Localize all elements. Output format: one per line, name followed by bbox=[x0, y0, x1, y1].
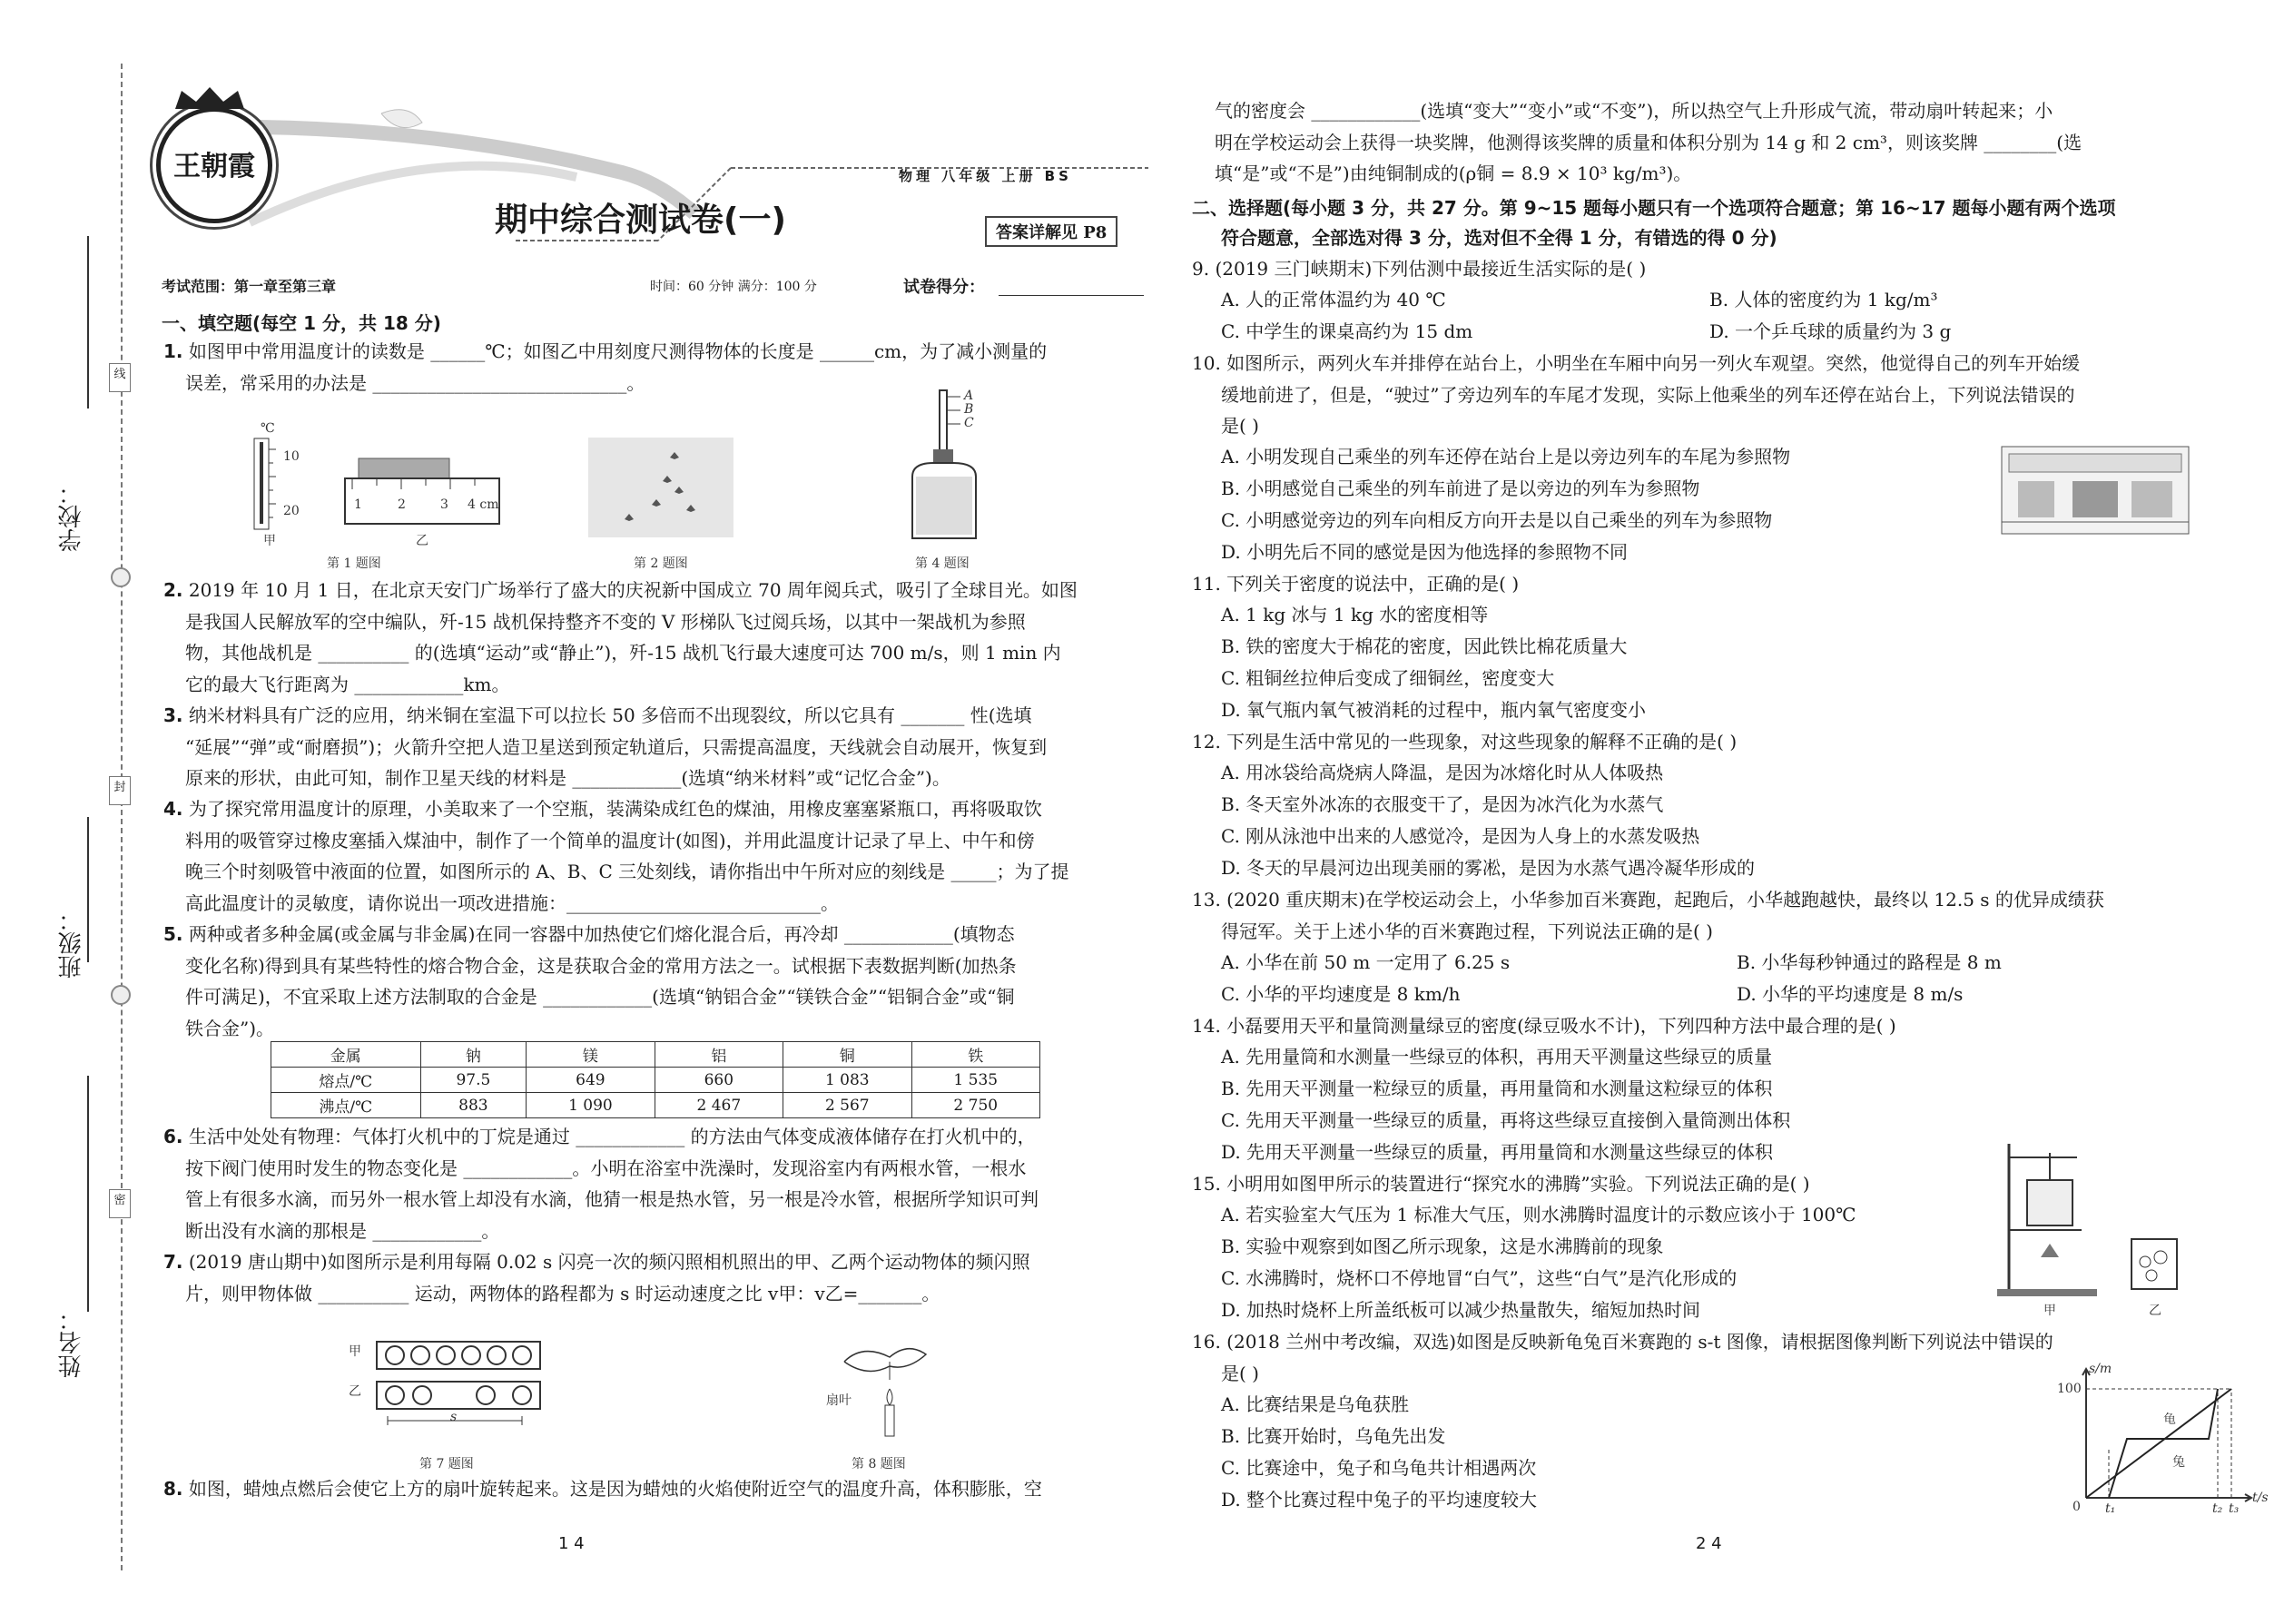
graph-t1: t₁ bbox=[2105, 1501, 2116, 1516]
option-15A[interactable]: A. 若实验室大气压为 1 标准大气压，则水沸腾时温度计的示数应该小于 100℃ bbox=[1221, 1204, 1856, 1225]
mark-A: A bbox=[964, 389, 974, 403]
option-15D[interactable]: D. 加热时烧杯上所盖纸板可以减少热量散失，缩短加热时间 bbox=[1221, 1299, 1701, 1321]
question-16-line1: 16. (2018 兰州中考改编，双选)如图是反映新龟兔百米赛跑的 s-t 图像，请根据图像判断下列说法中错误的 bbox=[1192, 1331, 2053, 1353]
table-cell: 1 535 bbox=[911, 1068, 1040, 1093]
option-15C[interactable]: C. 水沸腾时，烧杯口不停地冒“白气”，这些“白气”是汽化形成的 bbox=[1221, 1267, 1738, 1289]
question-14: 14. 小磊要用天平和量筒测量绿豆的密度(绿豆吸水不计)，下列四种方法中最合理的是( ) bbox=[1192, 1015, 1896, 1037]
table-cell: 铝 bbox=[655, 1042, 783, 1068]
question-13-line2: 得冠军。关于上述小华的百米赛跑过程，下列说法正确的是( ) bbox=[1221, 920, 1713, 942]
score-label: 试卷得分： bbox=[903, 278, 985, 297]
question-8-cont-line2: 明在学校运动会上获得一块奖牌，他测得该奖牌的质量和体积分别为 14 g 和 2 cm³，则该奖牌 ________(选 bbox=[1215, 131, 2082, 153]
answer-reference-badge: 答案详解见 P8 bbox=[985, 216, 1117, 247]
question-number: 5. bbox=[163, 923, 183, 945]
option-10B[interactable]: B. 小明感觉自己乘坐的列车前进了是以旁边的列车为参照物 bbox=[1221, 477, 1700, 499]
question-3-line2: “延展”“弹”或“耐磨损”)；火箭升空把人造卫星送到预定轨道后，只需提高温度，天线就会自动展开，恢复到 bbox=[185, 735, 1048, 758]
brand-logo-text: 王朝霞 bbox=[173, 151, 255, 182]
figure-4-bottle-thermometer bbox=[899, 386, 1008, 545]
figure-15-label-jia: 甲 bbox=[2043, 1304, 2056, 1318]
question-16 bbox=[1192, 1326, 2053, 1389]
question-5 bbox=[163, 919, 1017, 1044]
table-cell: 1 083 bbox=[783, 1068, 911, 1093]
figure-1-caption: 第 1 题图 bbox=[327, 556, 381, 571]
page-number-left: 1 4 bbox=[558, 1534, 585, 1553]
class-label: 班级： bbox=[58, 908, 85, 979]
graph-t2: t₂ bbox=[2212, 1501, 2223, 1516]
question-3-line1: 纳米材料具有广泛的应用，纳米铜在室温下可以拉长 50 多倍而不出现裂纹，所以它具有 _______ 性(选填 bbox=[188, 704, 1032, 726]
strobe-label-yi: 乙 bbox=[349, 1384, 361, 1399]
table-cell: 铜 bbox=[783, 1042, 911, 1068]
page-right bbox=[1147, 0, 2294, 1624]
section2-title bbox=[1192, 193, 2116, 253]
question-8 bbox=[163, 1473, 1042, 1505]
question-4 bbox=[163, 793, 1069, 919]
name-label: 姓名： bbox=[58, 1307, 85, 1378]
figure-15-label-yi: 乙 bbox=[2149, 1304, 2161, 1318]
thermometer-tick-20: 20 bbox=[283, 504, 300, 518]
option-12D[interactable]: D. 冬天的早晨河边出现美丽的雾凇，是因为水蒸气遇冷凝华形成的 bbox=[1221, 857, 1756, 879]
table-cell: 熔点/℃ bbox=[271, 1068, 421, 1093]
ruler-tick-2: 2 bbox=[398, 497, 406, 512]
question-1-line1: 如图甲中常用温度计的读数是 ______℃；如图乙中用刻度尺测得物体的长度是 ______cm，为了减小测量的 bbox=[188, 340, 1048, 362]
question-number: 4. bbox=[163, 798, 183, 820]
thermometer-unit: ℃ bbox=[261, 421, 275, 436]
option-10D[interactable]: D. 小明先后不同的感觉是因为他选择的参照物不同 bbox=[1221, 541, 1629, 563]
table-cell: 660 bbox=[655, 1068, 783, 1093]
option-12A[interactable]: A. 用冰袋给高烧病人降温，是因为冰熔化时从人体吸热 bbox=[1221, 762, 1664, 783]
figure-label-jia: 甲 bbox=[263, 534, 276, 548]
table-row bbox=[271, 1068, 1040, 1093]
figure-8-caption: 第 8 题图 bbox=[852, 1457, 906, 1471]
question-number: 8. bbox=[163, 1478, 183, 1500]
table-header-row bbox=[271, 1042, 1040, 1068]
table-row bbox=[271, 1093, 1040, 1118]
binding-hole-icon bbox=[111, 985, 131, 1005]
question-4-line3: 晚三个时刻吸管中液面的位置，如图所示的 A、B、C 三处刻线，请你指出中午所对应的刻线是 _____；为了提 bbox=[185, 861, 1069, 882]
question-number: 3. bbox=[163, 704, 183, 726]
table-cell: 沸点/℃ bbox=[271, 1093, 421, 1118]
option-13D[interactable]: D. 小华的平均速度是 8 m/s bbox=[1737, 983, 1964, 1005]
option-10C[interactable]: C. 小明感觉旁边的列车向相反方向开去是以自己乘坐的列车为参照物 bbox=[1221, 509, 1773, 531]
binding-mark-line: 线 bbox=[109, 363, 131, 392]
metal-data-table bbox=[271, 1041, 1040, 1118]
option-9D[interactable]: D. 一个乒乓球的质量约为 3 g bbox=[1709, 320, 1952, 342]
question-9: 9. (2019 三门峡期末)下列估测中最接近生活实际的是( ) bbox=[1192, 258, 1647, 280]
question-8-line1: 如图，蜡烛点燃后会使它上方的扇叶旋转起来。这是因为蜡烛的火焰使附近空气的温度升高，体积膨胀，空 bbox=[188, 1478, 1042, 1500]
figure-1-thermometer-ruler bbox=[245, 422, 517, 545]
page-number-right: 2 4 bbox=[1696, 1534, 1722, 1553]
figure-8-candle-fan bbox=[835, 1334, 944, 1443]
ruler-tick-3: 3 bbox=[440, 497, 448, 512]
binding-dash-line bbox=[121, 64, 123, 1570]
figure-2-jet-formation-photo bbox=[588, 438, 733, 537]
table-cell: 883 bbox=[420, 1093, 527, 1118]
exam-scope: 考试范围：第一章至第三章 bbox=[162, 278, 337, 295]
option-11C[interactable]: C. 粗铜丝拉伸后变成了细铜丝，密度变大 bbox=[1221, 667, 1555, 689]
page-title: 期中综合测试卷(一) bbox=[495, 202, 786, 239]
question-2-line2: 是我国人民解放军的空中编队，歼-15 战机保持整齐不变的 V 形梯队飞过阅兵场，以其中一架战机为参照 bbox=[185, 610, 1026, 633]
question-6-line4: 断出没有水滴的那根是 ____________。 bbox=[185, 1219, 500, 1242]
strobe-distance-s: s bbox=[450, 1410, 458, 1424]
graph-y100: 100 bbox=[2057, 1382, 2082, 1396]
table-cell: 2 567 bbox=[783, 1093, 911, 1118]
graph-rabbit-label: 兔 bbox=[2172, 1455, 2185, 1470]
question-16-line2: 是( ) bbox=[1221, 1362, 1259, 1384]
question-13 bbox=[1192, 884, 2104, 947]
option-9C[interactable]: C. 中学生的课桌高约为 15 dm bbox=[1221, 320, 1473, 342]
question-3-line3: 原来的形状，由此可知，制作卫星天线的材料是 ____________(选填“纳米材料”或“记忆合金”)。 bbox=[185, 767, 950, 789]
figure-2-caption: 第 2 题图 bbox=[634, 556, 688, 571]
question-5-line2: 变化名称)得到具有某些特性的熔合物合金，这是获取合金的常用方法之一。试根据下表数据判断(加热条 bbox=[185, 954, 1017, 977]
table-cell: 1 090 bbox=[527, 1093, 655, 1118]
question-2-line4: 它的最大飞行距离为 ____________km。 bbox=[185, 673, 510, 695]
graph-xlabel: t/s bbox=[2252, 1491, 2269, 1505]
school-underline bbox=[87, 236, 89, 408]
option-14B[interactable]: B. 先用天平测量一粒绿豆的质量，再用量筒和水测量这粒绿豆的体积 bbox=[1221, 1078, 1773, 1099]
question-6-line3: 管上有很多水滴，而另外一根水管上却没有水滴，他猜一根是热水管，另一根是冷水管，根据所学知识可判 bbox=[185, 1188, 1039, 1210]
question-8-cont-line1: 气的密度会 ____________(选填“变大”“变小”或“不变”)，所以热空气上升形成气流，带动扇叶转起来；小 bbox=[1215, 100, 2053, 122]
train-interior-illustration bbox=[2000, 445, 2191, 536]
graph-t3: t₃ bbox=[2229, 1501, 2240, 1516]
question-6-line1: 生活中处处有物理：气体打火机中的丁烷是通过 ____________ 的方法由气体变成液体储存在打火机中的， bbox=[188, 1126, 1036, 1147]
table-cell: 649 bbox=[527, 1068, 655, 1093]
table-cell: 2 467 bbox=[655, 1093, 783, 1118]
question-8-continued bbox=[1215, 95, 2082, 190]
option-14A[interactable]: A. 先用量筒和水测量一些绿豆的体积，再用天平测量这些绿豆的质量 bbox=[1221, 1046, 1773, 1068]
option-16B[interactable]: B. 比赛开始时，乌龟先出发 bbox=[1221, 1425, 1446, 1447]
question-5-line1: 两种或者多种金属(或金属与非金属)在同一容器中加热使它们熔化混合后，再冷却 ____________(填物态 bbox=[188, 923, 1015, 945]
option-9A[interactable]: A. 人的正常体温约为 40 ℃ bbox=[1221, 289, 1446, 310]
question-7-line1: (2019 唐山期中)如图所示是利用每隔 0.02 s 闪亮一次的频闪照相机照出的甲、乙两个运动物体的频闪照 bbox=[188, 1251, 1030, 1273]
table-cell: 2 750 bbox=[911, 1093, 1040, 1118]
option-9B[interactable]: B. 人体的密度约为 1 kg/m³ bbox=[1709, 289, 1938, 310]
question-number: 1. bbox=[163, 340, 183, 362]
question-3 bbox=[163, 700, 1047, 794]
question-10-line3: 是( ) bbox=[1221, 415, 1259, 437]
question-6 bbox=[163, 1121, 1039, 1246]
graph-turtle-label: 龟 bbox=[2163, 1412, 2176, 1427]
score-field bbox=[999, 295, 1144, 296]
figure-16-st-graph bbox=[2059, 1366, 2259, 1511]
question-4-line4: 高此温度计的灵敏度，请你说出一项改进措施：____________________________。 bbox=[185, 891, 839, 914]
time-and-score: 时间：60 分钟 满分：100 分 bbox=[650, 280, 817, 294]
ruler-tick-1: 1 bbox=[354, 497, 362, 512]
option-16A[interactable]: A. 比赛结果是乌龟获胜 bbox=[1221, 1393, 1410, 1415]
binding-mark-seal: 封 bbox=[109, 776, 131, 805]
option-11A[interactable]: A. 1 kg 冰与 1 kg 水的密度相等 bbox=[1221, 604, 1489, 625]
option-15B[interactable]: B. 实验中观察到如图乙所示现象，这是水沸腾前的现象 bbox=[1221, 1235, 1664, 1257]
question-4-line1: 为了探究常用温度计的原理，小美取来了一个空瓶，装满染成红色的煤油，用橡皮塞塞紧瓶口，再将吸取饮 bbox=[188, 798, 1042, 820]
question-2-line1: 2019 年 10 月 1 日，在北京天安门广场举行了盛大的庆祝新中国成立 70 周年阅兵式，吸引了全球目光。如图 bbox=[188, 579, 1078, 601]
question-11: 11. 下列关于密度的说法中，正确的是( ) bbox=[1192, 573, 1520, 595]
table-cell: 金属 bbox=[271, 1042, 421, 1068]
question-10-line2: 缓地前进了，但是，“驶过”了旁边列车的车尾才发现，实际上他乘坐的列车还停在站台上，下列说法错误的 bbox=[1221, 383, 2075, 406]
fan-label: 扇叶 bbox=[826, 1393, 852, 1408]
question-5-line4: 铁合金”)。 bbox=[185, 1017, 275, 1039]
crown-icon bbox=[171, 87, 249, 111]
question-number: 2. bbox=[163, 579, 183, 601]
option-13B[interactable]: B. 小华每秒钟通过的路程是 8 m bbox=[1737, 951, 2002, 973]
question-10-line1: 10. 如图所示，两列火车并排停在站台上，小明坐在车厢中向另一列火车观望。突然，他觉得自己的列车开始缓 bbox=[1192, 352, 2081, 374]
strobe-label-jia: 甲 bbox=[349, 1344, 361, 1359]
table-cell: 铁 bbox=[911, 1042, 1040, 1068]
section2-line2: 符合题意，全部选对得 3 分，选对但不全得 1 分，有错选的得 0 分) bbox=[1221, 227, 1777, 249]
figure-label-yi: 乙 bbox=[416, 534, 428, 548]
question-5-line3: 件可满足)，不宜采取上述方法制取的合金是 ____________(选填“钠铝合金”“镁铁合金”“铝铜合金”或“铜 bbox=[185, 986, 1015, 1008]
question-number: 6. bbox=[163, 1126, 183, 1147]
option-12B[interactable]: B. 冬天室外冰冻的衣服变干了，是因为冰汽化为水蒸气 bbox=[1221, 793, 1664, 815]
table-cell: 97.5 bbox=[420, 1068, 527, 1093]
figure-7-caption: 第 7 题图 bbox=[419, 1457, 474, 1471]
graph-ylabel: s/m bbox=[2089, 1362, 2112, 1376]
school-label: 学校： bbox=[58, 481, 85, 552]
mark-C: C bbox=[964, 416, 974, 430]
figure-7-strobe-photo bbox=[368, 1334, 549, 1434]
option-16D[interactable]: D. 整个比赛过程中兔子的平均速度较大 bbox=[1221, 1489, 1538, 1511]
option-12C[interactable]: C. 刚从泳池中出来的人感觉冷，是因为人身上的水蒸发吸热 bbox=[1221, 825, 1700, 847]
question-12: 12. 下列是生活中常见的一些现象，对这些现象的解释不正确的是( ) bbox=[1192, 731, 1738, 753]
question-10 bbox=[1192, 348, 2080, 442]
question-2-line3: 物，其他战机是 __________ 的(选填“运动”或“静止”)，歼-15 战机飞行最大速度可达 700 m/s，则 1 min 内 bbox=[185, 642, 1061, 664]
option-13C[interactable]: C. 小华的平均速度是 8 km/h bbox=[1221, 983, 1461, 1005]
table-cell: 钠 bbox=[420, 1042, 527, 1068]
subject-line: 物理 八年级 上册 BS bbox=[899, 168, 1072, 184]
figure-15-boiling-apparatus bbox=[1995, 1139, 2204, 1303]
question-13-line1: 13. (2020 重庆期末)在学校运动会上，小华参加百米赛跑，起跑后，小华越跑越快，最终以 12.5 s 的优异成绩获 bbox=[1192, 889, 2104, 910]
section1-title: 一、填空题(每空 1 分，共 18 分) bbox=[162, 312, 441, 334]
option-11D[interactable]: D. 氧气瓶内氧气被消耗的过程中，瓶内氧气密度变小 bbox=[1221, 699, 1647, 721]
question-15: 15. 小明用如图甲所示的装置进行“探究水的沸腾”实验。下列说法正确的是( ) bbox=[1192, 1173, 1810, 1195]
question-8-cont-line3: 填“是”或“不是”)由纯铜制成的(ρ铜 = 8.9 × 10³ kg/m³)。 bbox=[1215, 162, 1692, 184]
option-11B[interactable]: B. 铁的密度大于棉花的密度，因此铁比棉花质量大 bbox=[1221, 635, 1628, 657]
question-4-line2: 料用的吸管穿过橡皮塞插入煤油中，制作了一个简单的温度计(如图)，并用此温度计记录了早上、中午和傍 bbox=[185, 829, 1035, 851]
binding-mark-secret: 密 bbox=[109, 1189, 131, 1218]
option-14D[interactable]: D. 先用天平测量一些绿豆的质量，再用量筒和水测量这些绿豆的体积 bbox=[1221, 1141, 1774, 1163]
graph-origin: 0 bbox=[2072, 1500, 2081, 1514]
binding-hole-icon bbox=[111, 567, 131, 587]
question-number: 7. bbox=[163, 1251, 183, 1273]
brand-logo bbox=[156, 107, 272, 223]
option-16C[interactable]: C. 比赛途中，兔子和乌龟共计相遇两次 bbox=[1221, 1457, 1537, 1479]
section2-line1: 二、选择题(每小题 3 分，共 27 分。第 9~15 题每小题只有一个选项符合题意；第 16~17 题每小题有两个选项 bbox=[1192, 197, 2116, 219]
figure-4-caption: 第 4 题图 bbox=[915, 556, 970, 571]
option-10A[interactable]: A. 小明发现自己乘坐的列车还停在站台上是以旁边列车的车尾为参照物 bbox=[1221, 446, 1791, 468]
mark-B: B bbox=[964, 402, 974, 417]
question-7-line2: 片，则甲物体做 __________ 运动，两物体的路程都为 s 时运动速度之比 v甲：v乙=_______。 bbox=[185, 1282, 940, 1304]
thermometer-tick-10: 10 bbox=[283, 449, 300, 464]
table-cell: 镁 bbox=[527, 1042, 655, 1068]
question-1-line2: 误差，常采用的办法是 ____________________________。 bbox=[185, 371, 645, 394]
name-underline bbox=[87, 1076, 89, 1312]
question-7 bbox=[163, 1246, 1030, 1309]
option-14C[interactable]: C. 先用天平测量一些绿豆的质量，再将这些绿豆直接倒入量筒测出体积 bbox=[1221, 1109, 1791, 1131]
question-2 bbox=[163, 575, 1078, 700]
option-13A[interactable]: A. 小华在前 50 m 一定用了 6.25 s bbox=[1221, 951, 1511, 973]
ruler-tick-4cm: 4 cm bbox=[468, 497, 499, 512]
question-6-line2: 按下阀门使用时发生的物态变化是 ____________。小明在浴室中洗澡时，发现浴室内有两根水管，一根水 bbox=[185, 1156, 1027, 1179]
